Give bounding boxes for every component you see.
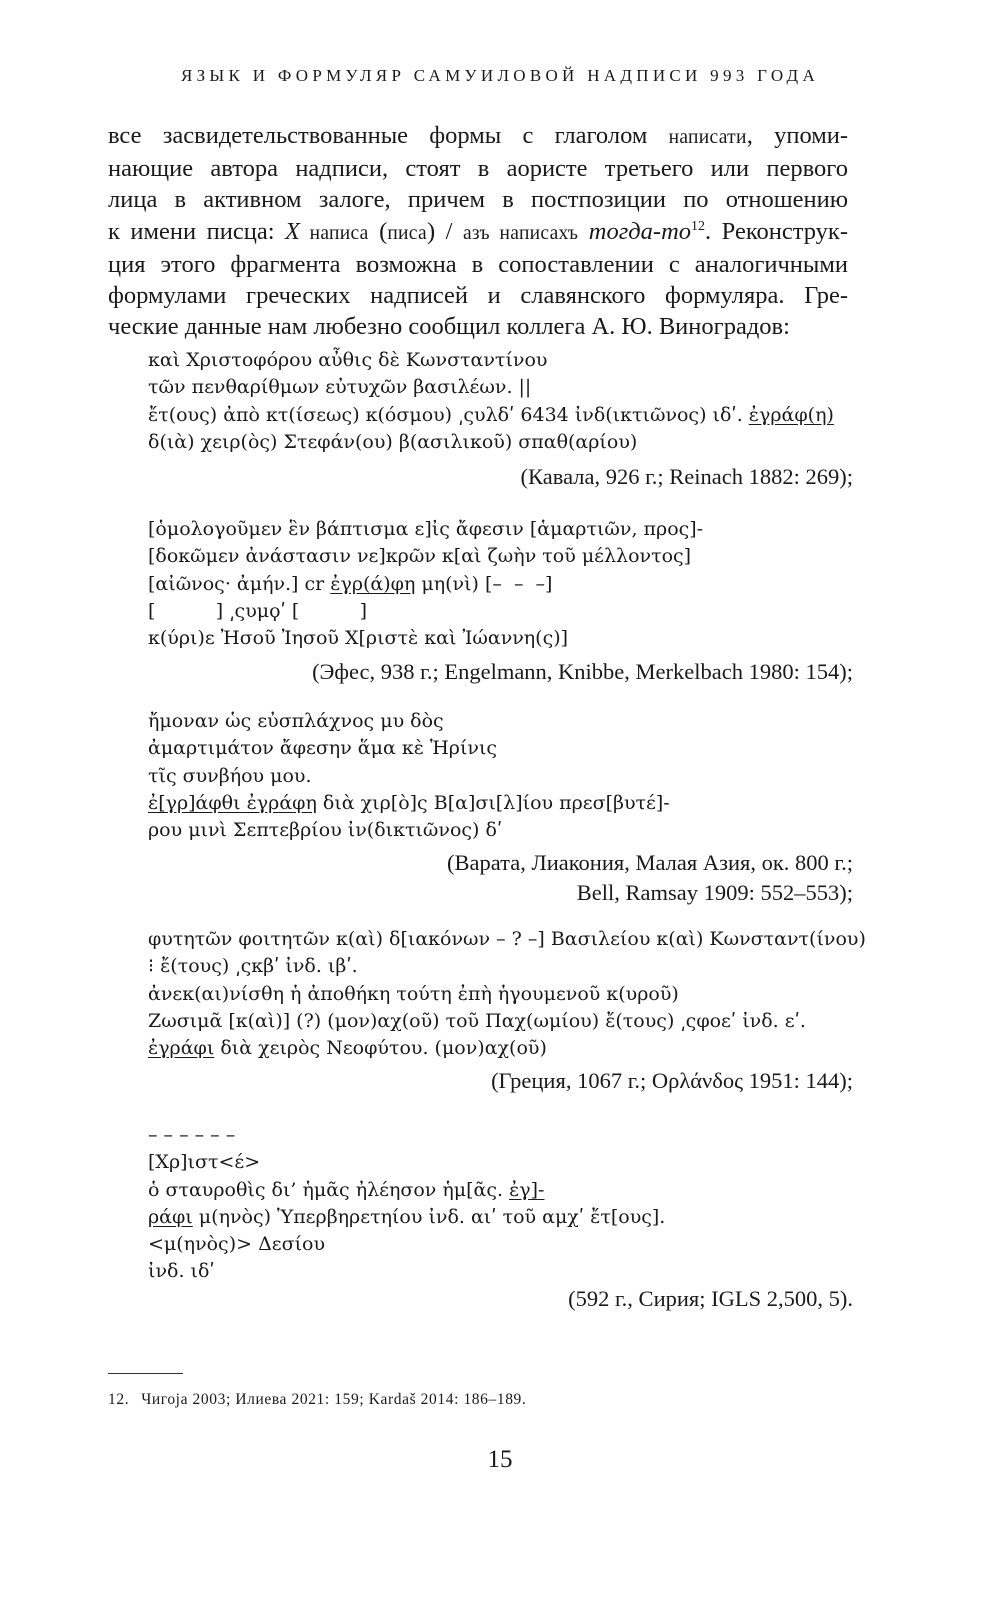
quote-line: ἀνεκ(αι)νίσθη ἡ ἀποθήκη τούτη ἐπὴ ἡγουμενοῦ κ(υροῦ)	[148, 982, 679, 1005]
body-line-6: формулами греческих надписей и славянского формуляра. Гре-	[108, 282, 848, 310]
source-citation: (Кавала, 926 г.; Reinach 1882: 269);	[520, 464, 853, 489]
body-line-3: лица в активном залоге, причем в постпозиции по отношению	[108, 186, 848, 214]
underlined-verb: ἐ[γρ]άφθι ἐγράφη	[148, 791, 317, 814]
footnote-text: Чигоја 2003; Илиева 2021: 159; Kardaš 2014: 186–189.	[141, 1391, 527, 1408]
quote-5-source	[148, 1284, 853, 1314]
quote-line: ἤμοναν ὡς εὐσπλάχνος μυ δὸς	[148, 710, 444, 732]
body-line-7: ческие данные нам любезно сообщил коллега А. Ю. Виноградов:	[108, 313, 790, 341]
quote-1-source	[148, 462, 853, 492]
quote-2-source	[148, 657, 853, 687]
footnote-number: 12.	[108, 1391, 130, 1408]
body-text-fragment	[578, 218, 589, 245]
underlined-verb: ἐγράφ(η)	[748, 403, 834, 426]
body-text-fragment: все засвидетельствованные формы с глаголом	[108, 122, 669, 149]
footnote-divider	[108, 1373, 183, 1374]
quote-3-source	[148, 848, 853, 908]
greek-quote-3	[148, 708, 848, 844]
quote-line: δ(ιὰ) χειρ(ὸς) Στεφάν(ου) β(ασιλικοῦ) σπαθ(αρίου)	[148, 430, 638, 453]
quote-line: Ζωσιμᾶ [κ(αὶ)] (?) (μον)αχ(οῦ) τοῦ Παχ(ωμίου) ἔ(τους) ͵ςφοεʹ ἰνδ. εʹ.	[148, 1009, 806, 1032]
slavonic-word: написати	[668, 127, 747, 148]
footnote-reference[interactable]: 12	[691, 218, 706, 234]
greek-quote-5	[148, 1122, 848, 1286]
source-citation: (Греция, 1067 г.; Ορλάνδος 1951: 144);	[491, 1068, 853, 1093]
quote-text-fragment: μ(ηνὸς) Ὑπερβηρετηίου ἰνδ. αιʹ τοῦ αμχʹ ἔτ[ους].	[192, 1205, 666, 1228]
source-citation: (Эфес, 938 г.; Engelmann, Knibbe, Merkelbach 1980: 154);	[312, 659, 853, 684]
quote-line: ρου μινὶ Σεπτεβρίου ἰν(δικτιῶνος) δʹ	[148, 819, 503, 842]
quote-text-fragment: μη(νὶ) [– – –]	[415, 572, 553, 595]
underlined-verb: ἐγρ(ά)φη	[330, 572, 416, 595]
quote-text-fragment: διὰ χιρ[ὸ]ς Β[α]σι[λ]ίου πρεσ[βυτέ]-	[316, 791, 670, 814]
footnote-12	[108, 1391, 848, 1409]
source-citation: (Варата, Лиакония, Малая Азия, ок. 800 г.;	[446, 850, 853, 875]
italic-phrase: тогда-то	[588, 217, 692, 245]
quote-line	[148, 1204, 848, 1231]
greek-quote-1	[148, 347, 848, 456]
body-line-2: нающие автора надписи, стоят в аористе третьего или первого	[108, 155, 848, 183]
quote-line	[148, 790, 848, 817]
quote-text-fragment: ὁ σταυροθὶς δι’ ἡμᾶς ἠλέησον ἡμ[ᾶς.	[148, 1178, 510, 1201]
quote-line	[148, 1035, 848, 1062]
lacuna-dashes: – – – – – –	[148, 1124, 236, 1146]
quote-line: [δοκῶμεν ἀνάστασιν νε]κρῶν κ[αὶ ζωὴν τοῦ μέλλοντος]	[148, 545, 692, 568]
quote-text-fragment: [αἰῶνος· ἀμήν.] cr	[148, 572, 331, 595]
quote-line: φυτητῶν φοιτητῶν κ(αὶ) δ[ιακόνων – ? –] Βασιλείου κ(αὶ) Κωνσταντ(ίνου)	[148, 928, 866, 950]
quote-line: τῶν πενθαρίθμων εὐτυχῶν βασιλέων. ||	[148, 376, 532, 399]
body-text-fragment: . Реконструк-	[705, 217, 848, 245]
quote-text-fragment: διὰ χειρὸς Νεοφύτου. (μον)αχ(οῦ)	[214, 1037, 547, 1060]
underlined-verb: ἐγ]-	[509, 1178, 545, 1201]
source-citation: (592 г., Сирия; IGLS 2,500, 5).	[568, 1286, 853, 1311]
quote-line: [ ] ͵ςυμϙʹ [ ]	[148, 599, 368, 622]
underlined-verb: ράφι	[148, 1205, 193, 1228]
quote-4-source	[148, 1066, 853, 1096]
quote-line: ⁝ ἔ(τους) ͵ςκβʹ ἰνδ. ιβʹ.	[148, 955, 358, 978]
main-paragraph	[108, 120, 848, 342]
quote-line: [ὁμολογοῦμεν ἓν βάπτισμα ε]ἰς ἄφεσιν [ἁμαρτιῶν, προς]-	[148, 518, 704, 540]
greek-quote-4	[148, 926, 866, 1062]
body-line-4	[108, 216, 848, 249]
quote-line: καὶ Χριστοφόρου αὖθις δὲ Κωνσταντίνου	[148, 349, 548, 371]
slavonic-word: написа	[300, 222, 369, 244]
body-text-fragment: к имени писца:	[108, 217, 286, 245]
quote-line: ἰνδ. ιδʹ	[148, 1260, 215, 1283]
slavonic-phrase: азъ написахъ	[462, 222, 579, 244]
quote-line	[148, 571, 848, 598]
quote-line: [Χρ]ιστ<έ>	[148, 1151, 261, 1174]
body-text-fragment: , упоми-	[746, 122, 848, 149]
body-line-5: ция этого фрагмента возможна в сопоставлении с аналогичными	[108, 250, 848, 278]
quote-line: τῖς συνβήου μου.	[148, 764, 312, 787]
quote-line	[148, 402, 848, 429]
source-citation: Bell, Ramsay 1909: 552–553);	[576, 880, 853, 905]
italic-variable: X	[285, 217, 301, 245]
quote-text-fragment: ἔτ(ους) ἀπὸ κτ(ίσεως) κ(όσμου) ͵ςυλδʹ 6434 ἰνδ(ικτιῶνος) ιδʹ.	[148, 403, 749, 426]
greek-quote-2	[148, 516, 848, 652]
quote-line: <μ(ηνὸς)> Δεσίου	[148, 1233, 326, 1256]
quote-line	[148, 1177, 848, 1204]
quote-line: κ(ύρι)ε Ἠσοῦ Ἰησοῦ Χ[ριστὲ καὶ Ἰώαννη(ς)]	[148, 627, 569, 650]
underlined-verb: ἐγράφι	[148, 1037, 215, 1060]
body-text-fragment: ) /	[426, 217, 463, 245]
quote-line: ἀμαρτιμάτον ἄφεσην ἅμα κὲ Ἡρίνις	[148, 737, 498, 760]
body-text-fragment: (	[368, 217, 388, 245]
slavonic-word: писа	[387, 222, 427, 244]
running-head: ЯЗЫК И ФОРМУЛЯР САМУИЛОВОЙ НАДПИСИ 993 ГОДА	[180, 66, 820, 85]
body-line-1	[108, 120, 848, 153]
page-number: 15	[487, 1446, 513, 1473]
